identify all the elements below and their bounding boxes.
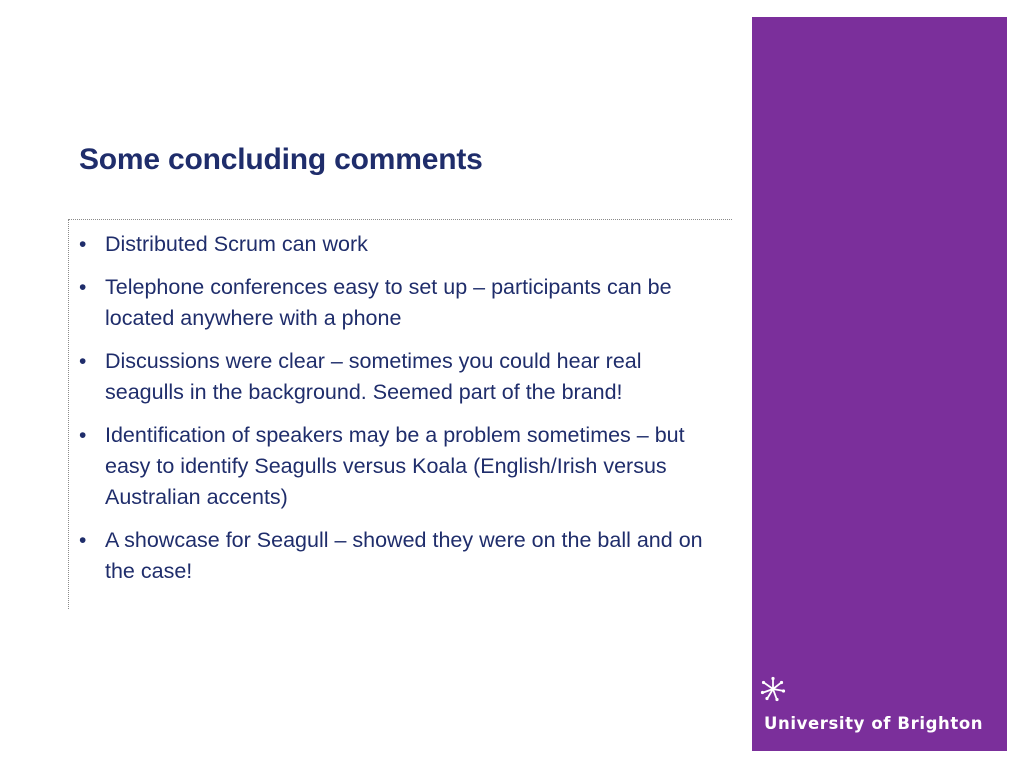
bullet-marker: •	[79, 529, 87, 552]
institution-name: University of Brighton	[764, 714, 984, 733]
bullet-item	[79, 272, 709, 334]
slide-title: Some concluding comments	[79, 143, 483, 176]
bullet-text: A showcase for Seagull – showed they were on the ball and on the case!	[105, 528, 703, 583]
bullet-text: Identification of speakers may be a problem sometimes – but easy to identify Seagulls versus Koala (English/Irish versus Australian accents)	[105, 423, 685, 509]
bullet-item	[79, 346, 709, 408]
bullet-marker: •	[79, 233, 87, 256]
bullet-list	[79, 229, 709, 599]
bullet-item	[79, 229, 709, 260]
starburst-icon	[760, 676, 786, 702]
bullet-item	[79, 420, 709, 513]
bullet-marker: •	[79, 276, 87, 299]
bullet-text: Discussions were clear – sometimes you could hear real seagulls in the background. Seemed part of the brand!	[105, 349, 642, 404]
horizontal-divider	[68, 219, 732, 220]
vertical-divider	[68, 219, 69, 609]
bullet-text: Telephone conferences easy to set up – participants can be located anywhere with a phone	[105, 275, 672, 330]
bullet-item	[79, 525, 709, 587]
bullet-marker: •	[79, 350, 87, 373]
bullet-text: Distributed Scrum can work	[105, 232, 368, 256]
brand-side-panel	[752, 17, 1007, 751]
bullet-marker: •	[79, 424, 87, 447]
